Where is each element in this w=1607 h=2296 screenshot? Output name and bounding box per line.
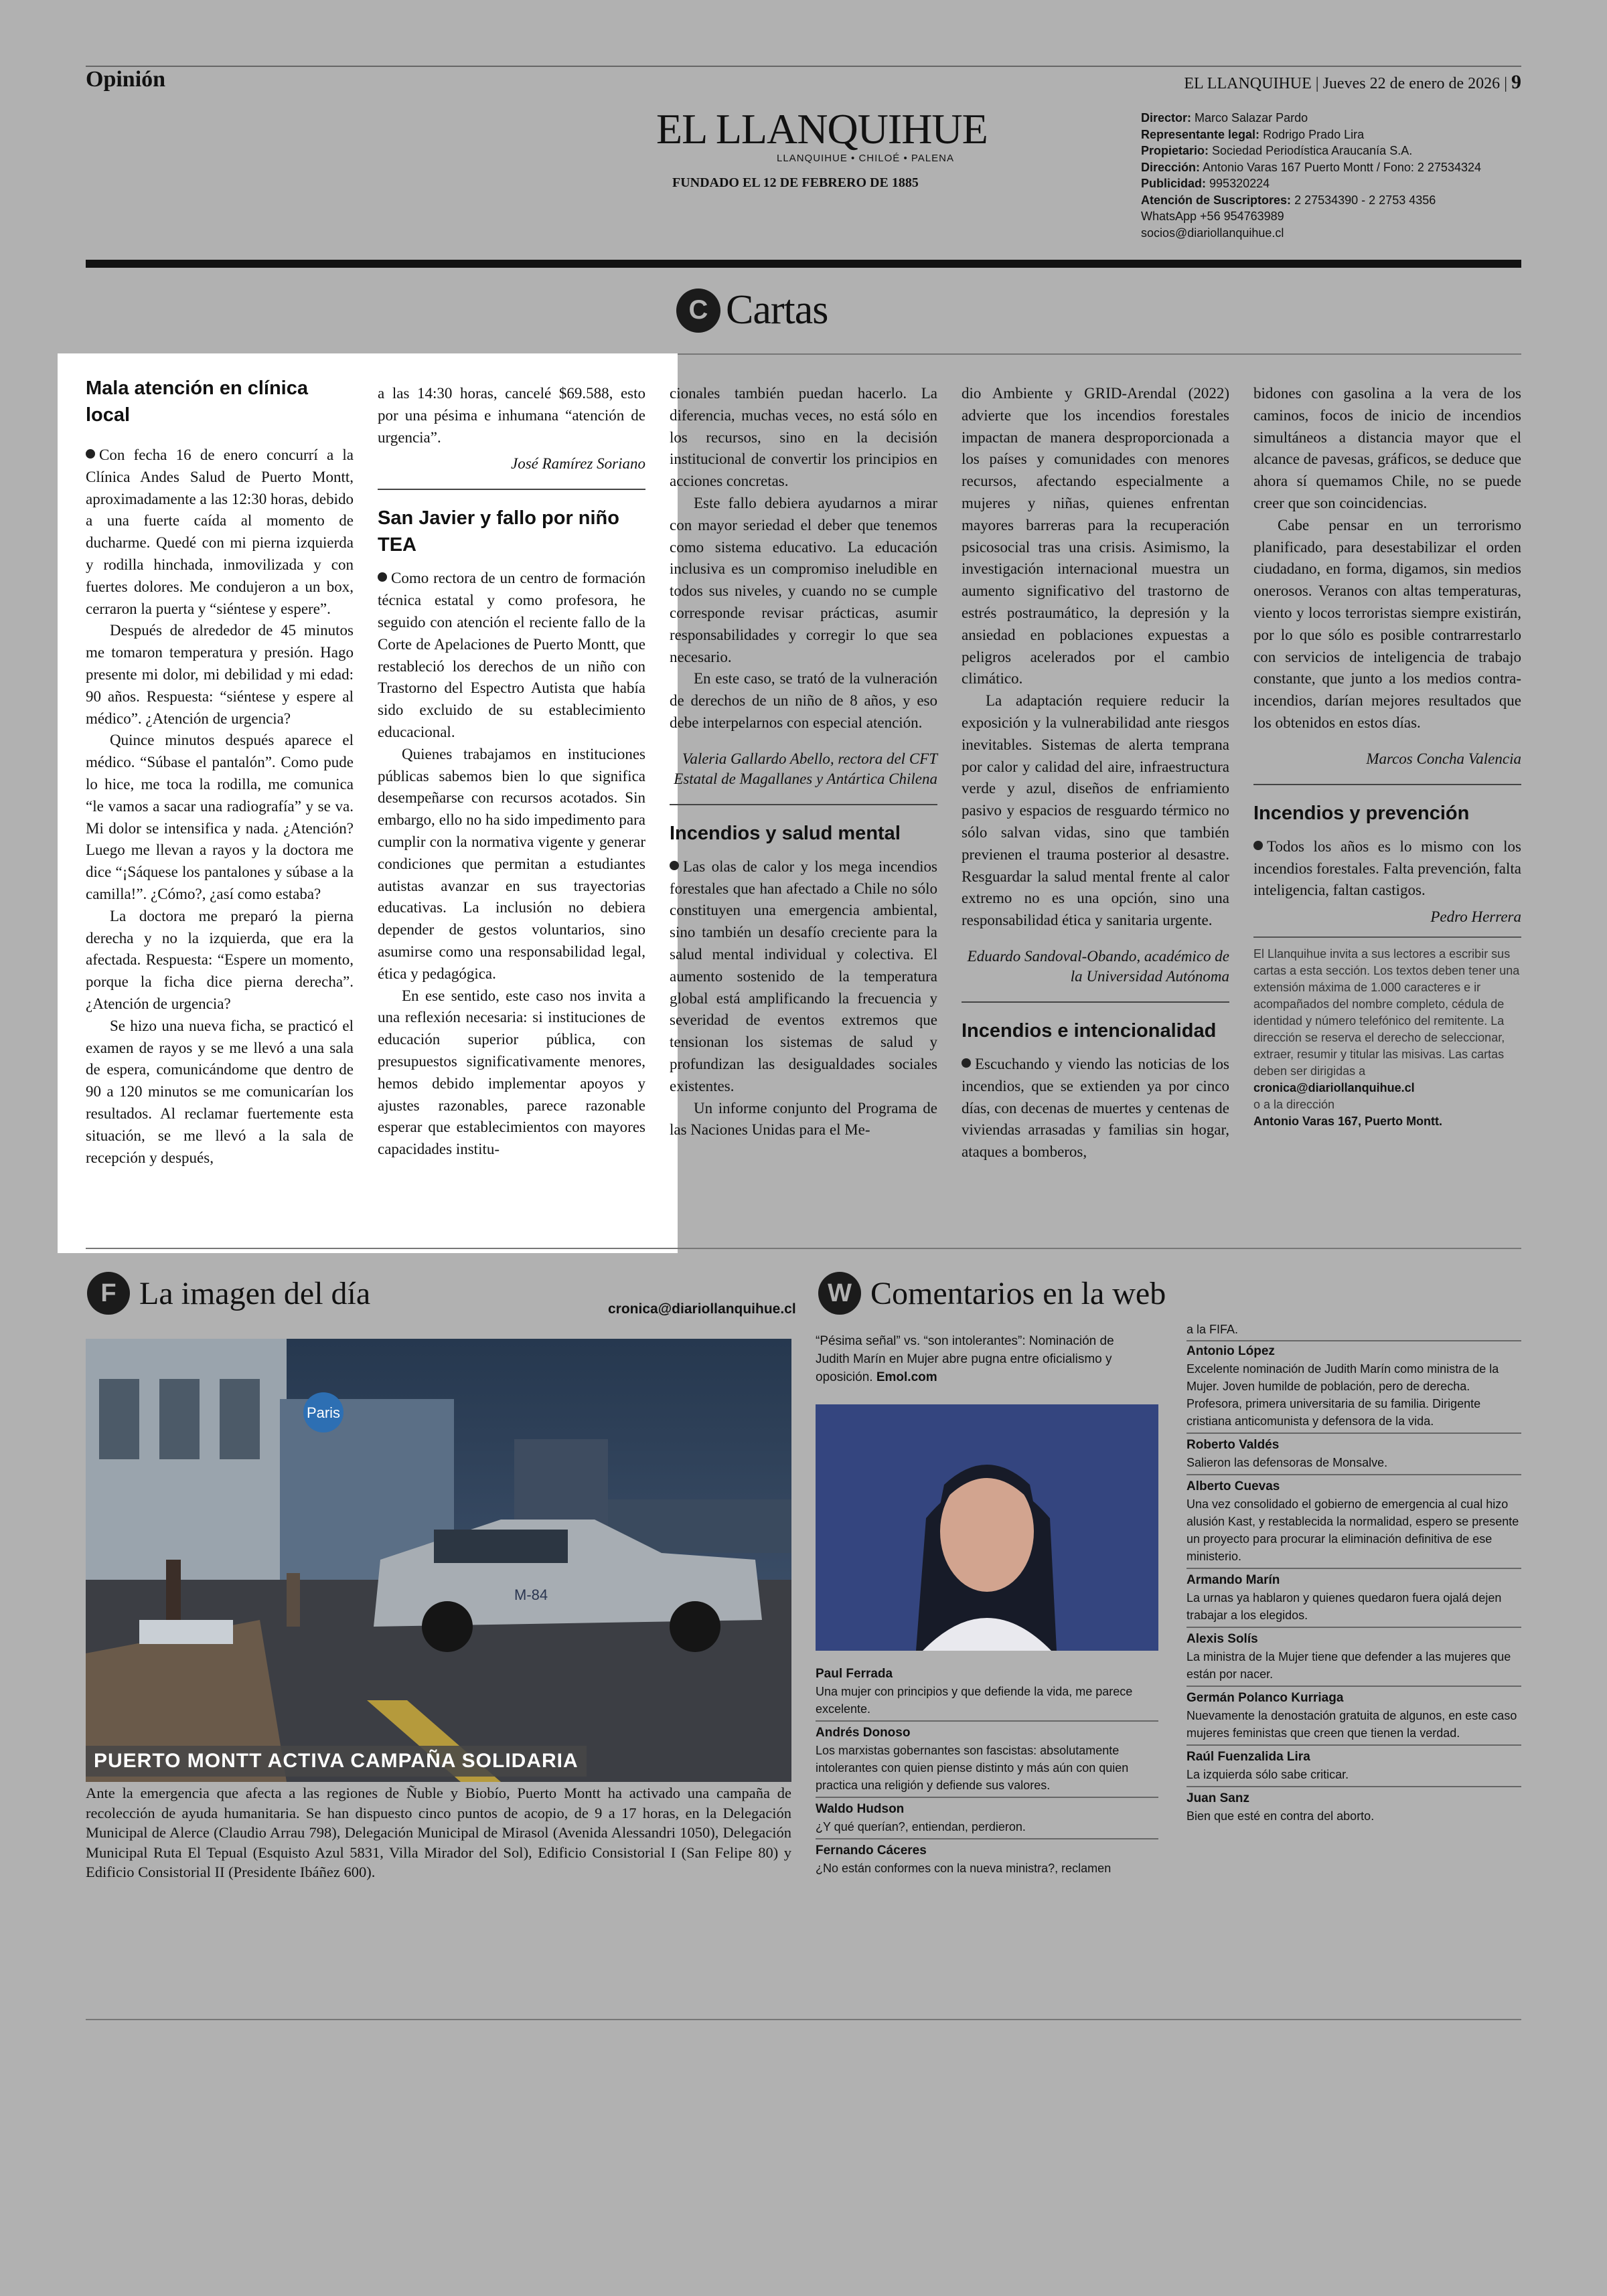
staff-value: Marco Salazar Pardo <box>1195 111 1308 125</box>
staff-label: Publicidad: <box>1141 177 1207 190</box>
masthead-subtitle: LLANQUIHUE • CHILOÉ • PALENA <box>777 153 954 164</box>
comment-author: Andrés Donoso <box>816 1726 911 1740</box>
letter-3-p3: dio Ambiente y GRID-Arendal (2022) advierte que los incendios forestales impactan de manera desproporcionada a los países y comunidades con menores recursos, afectando especialmente a mujeres y niñas, quienes enfrentan mayores barreras para la recuperación psicosocial tras una crisis. Asimismo, la investigación internacional muestra un aumento significativo del trastorno de estrés postraumático, la depresión y la ansiedad en poblaciones expuestas a peligros acelerados por el cambio climático. <box>962 385 1229 687</box>
bullet-icon <box>962 1058 971 1068</box>
staff-value: WhatsApp +56 954763989 <box>1141 210 1284 223</box>
staff-box <box>1141 110 1529 241</box>
column-4 <box>962 383 1229 1163</box>
web-heading <box>818 1272 1166 1315</box>
staff-row <box>1141 208 1529 225</box>
staff-label: Atención de Suscriptores: <box>1141 193 1292 207</box>
letter-3-p1: Las olas de calor y los mega incendios forestales que han afectado a Chile no sólo constituyen una emergencia ambiental, sino también un desafío creciente para la salud mental individual y colectiva. El aumento sostenido de la temperatura global está amplificando la frecuencia y severidad de eventos extremos que tensionan los sistemas de salud y profundizan las desigualdades sociales existentes. <box>670 857 937 1094</box>
divider <box>962 1001 1229 1003</box>
cartas-bottom-rule <box>86 1248 1521 1249</box>
comment-item <box>1187 1748 1521 1787</box>
comments-right <box>1187 1343 1521 1827</box>
staff-row <box>1141 110 1529 127</box>
divider <box>670 804 937 805</box>
cartas-heading <box>676 286 828 334</box>
comments-left <box>816 1665 1158 1880</box>
staff-label: Representante legal: <box>1141 127 1260 141</box>
staff-value: 995320224 <box>1209 177 1270 190</box>
comment-text: Una mujer con principios y que defiende la vida, me parece excelente. <box>816 1685 1133 1716</box>
staff-row <box>1141 143 1529 159</box>
folio-date: Jueves 22 de enero de 2026 <box>1322 75 1501 92</box>
letter-4-p1: Escuchando y viendo las noticias de los incendios, que se extienden ya por cinco días, con decenas de muertes y centenas de viviendas arrasadas y familias sin hogar, ataques a bomberos, <box>962 1055 1229 1161</box>
letter-5-title: Incendios y prevención <box>1253 802 1470 824</box>
comment-item <box>1187 1690 1521 1746</box>
letter-1-title: Mala atención en clínica local <box>86 378 308 426</box>
web-source[interactable]: Emol.com <box>876 1370 937 1384</box>
comment-item <box>816 1724 1158 1798</box>
comment-author: Paul Ferrada <box>816 1667 893 1681</box>
imagen-heading <box>87 1272 370 1315</box>
letter-2-p3: En ese sentido, este caso nos invita a una reflexión necesaria: si instituciones de educación superior pública, con presupuestos significativamente menores, hemos debido implementar apoyos y ajustes razonables, parece razonable esperar que establecimientos con mayores capacidades institu- <box>378 987 645 1158</box>
notice-address: Antonio Varas 167, Puerto Montt. <box>1253 1115 1443 1129</box>
imagen-title: La imagen del día <box>139 1275 371 1311</box>
staff-row <box>1141 225 1529 242</box>
staff-label: Director: <box>1141 111 1192 125</box>
letter-1-p4: La doctora me preparó la pierna derecha y no la izquierda, que era la afectada. Respuesta: “Espere un momento, porque la ficha dice pierna derecha”. ¿Atención de urgencia? <box>86 907 354 1012</box>
letter-4-signature: Marcos Concha Valencia <box>1366 750 1521 767</box>
letter-2-p2: Quienes trabajamos en instituciones públicas sabemos bien lo que significa desempeñarse con recursos acotados. Sin embargo, ello no ha sido impedimento para cumplir con la normativa vigente y generar condiciones que permitan a estudiantes autistas avanzar en sus trayectorias educativas. La inclusión no debiera depender de gestos voluntarios, sino asumirse como una responsabilidad legal, ética y pedagógica. <box>378 745 645 982</box>
letter-1-p2: Después de alrededor de 45 minutos me tomaron temperatura y presión. Hago presente mi dolor, mi debilidad y mi edad: 90 años. Respuesta: “siéntese y espere al médico”. ¿Atención de urgencia? <box>86 622 354 727</box>
letter-3-signature: Eduardo Sandoval-Obando, académico de la Universidad Autónoma <box>967 947 1229 985</box>
letter-5-p1: Todos los años es lo mismo con los incendios forestales. Falta prevención, falta inteligencia, faltan castigos. <box>1253 837 1521 899</box>
letter-2-title: San Javier y fallo por niño TEA <box>378 507 619 556</box>
comment-text: Una vez consolidado el gobierno de emergencia al cual hizo alusión Kast, y restablecida la normalidad, espero se presente un proyecto para procurar la eliminación definitiva de ese ministerio. <box>1187 1497 1519 1563</box>
divider <box>1253 784 1521 785</box>
comment-item <box>1187 1478 1521 1569</box>
notice-or: o a la dirección <box>1253 1098 1335 1112</box>
portrait-photo <box>816 1404 1158 1651</box>
bullet-icon <box>86 449 95 459</box>
letter-4-p3: Cabe pensar en un terrorismo planificado, para desestabilizar el orden ciudadano, en forma, digamos, sin medios onerosos. Veranos con altas temperaturas, viento y locos terroristas siempre existirán, por lo que sólo es posible contrarrestarlo con servicios de inteligencia de trabajo constante, que junto a los medios contra-incendios, darían mejores resultados que los obtenidos en estos días. <box>1253 516 1521 731</box>
staff-row <box>1141 159 1529 176</box>
comment-divider <box>816 1838 1158 1839</box>
comment-divider <box>1187 1568 1521 1569</box>
letter-1-signature: José Ramírez Soriano <box>510 455 645 473</box>
staff-value[interactable]: socios@diariollanquihue.cl <box>1141 226 1284 240</box>
staff-value: Sociedad Periodística Araucanía S.A. <box>1212 144 1413 157</box>
letter-1-p6: a las 14:30 horas, cancelé $69.588, esto por una pésima e inhumana “atención de urgencia”. <box>378 385 645 446</box>
comment-item <box>1187 1631 1521 1687</box>
comment-text: Bien que esté en contra del aborto. <box>1187 1809 1375 1823</box>
photo <box>86 1339 791 1782</box>
letter-2-signature: Valeria Gallardo Abello, rectora del CFT Estatal de Magallanes y Antártica Chilena <box>674 750 937 787</box>
top-rule <box>86 66 1521 67</box>
web-title: Comentarios en la web <box>870 1275 1166 1311</box>
letter-5-signature: Pedro Herrera <box>1430 908 1521 926</box>
comment-divider <box>1187 1432 1521 1434</box>
staff-label: Dirección: <box>1141 160 1201 174</box>
bullet-icon <box>670 861 679 870</box>
comment-divider <box>1187 1474 1521 1475</box>
letter-1-p1: Con fecha 16 de enero concurrí a la Clínica Andes Salud de Puerto Montt, aproximadamente a las 12:30 horas, debido a una fuerte caída al momento de ducharme. Quedé con mi pierna izquierda y rodilla hinchada, inmovilizada y con fuertes dolores. Me condujeron a un box, cerraron la puerta y “siéntese y espere”. <box>86 446 354 617</box>
comment-text: Nuevamente la denostación gratuita de algunos, en este caso mujeres feministas que creen que tienen la verdad. <box>1187 1709 1517 1740</box>
comment-text: La ministra de la Mujer tiene que defender a las mujeres que están por nacer. <box>1187 1650 1511 1681</box>
truck-label: M-84 <box>514 1586 548 1603</box>
staff-value: Rodrigo Prado Lira <box>1263 127 1365 141</box>
store-logo-text: Paris <box>306 1404 341 1421</box>
staff-value: Antonio Varas 167 Puerto Montt / Fono: 2 27534324 <box>1203 160 1481 174</box>
column-3 <box>670 383 937 1141</box>
comment-text: ¿Y qué querían?, entiendan, perdieron. <box>816 1820 1026 1833</box>
letter-2-p1: Como rectora de un centro de formación técnica estatal y como profesora, he seguido con atención el reciente fallo de la Corte de Apelaciones de Puerto Montt, que restableció los derechos de un niño con Trastorno del Espectro Autista que había sido excluido de su establecimiento educacional. <box>378 570 645 740</box>
letter-1-p5: Se hizo una nueva ficha, se practicó el examen de rayos y se me llevó a una sala de espera, comunicándome que dentro de 90 a 120 minutos se me comunicarían los resultados. Al reclamar fuertemente esta situación, se me llevó a la sala de recepción y después, <box>86 1017 354 1166</box>
letter-2-p4: cionales también puedan hacerlo. La diferencia, muchas veces, no está sólo en los recursos, sino en la decisión institucional de convertir los principios en acciones concretas. <box>670 385 937 490</box>
folio: EL LLANQUIHUE | Jueves 22 de enero de 2026 | 9 <box>1184 71 1521 93</box>
staff-row <box>1141 127 1529 143</box>
comment-author: Antonio López <box>1187 1344 1275 1358</box>
comment-text: Los marxistas gobernantes son fascistas: absolutamente intolerantes con quien piense distinto y más aún con quien practica una religión y defiende sus valores. <box>816 1744 1129 1792</box>
letter-2-p5: Este fallo debiera ayudarnos a mirar con mayor seriedad el deber que tenemos como sistema educativo. La educación inclusiva es un compromiso ineludible en todos sus niveles, y cuando no se cumple corresponde revisar prácticas, asumir responsabilidades y corregir lo que sea necesario. <box>670 494 937 665</box>
comment-text: La izquierda sólo sabe criticar. <box>1187 1768 1349 1781</box>
comment-item <box>816 1842 1158 1877</box>
section-label: Opinión <box>86 67 166 92</box>
header-thick-rule <box>86 260 1521 268</box>
comment-item <box>1187 1343 1521 1434</box>
page-bottom-rule <box>86 2019 1521 2020</box>
imagen-f-icon: F <box>87 1272 130 1315</box>
masthead: EL LLANQUIHUE <box>656 105 988 153</box>
letter-2-p6: En este caso, se trató de la vulneración de derechos de un niño de 8 años, y eso debe interpelarnos con especial atención. <box>670 670 937 731</box>
comment-divider <box>1187 1744 1521 1746</box>
divider <box>378 489 645 490</box>
photo-illustration <box>86 1339 791 1782</box>
comment-item <box>1187 1437 1521 1475</box>
cartas-title: Cartas <box>726 287 828 333</box>
comment-author: Raúl Fuenzalida Lira <box>1187 1750 1310 1764</box>
staff-label: Propietario: <box>1141 144 1209 157</box>
letter-3-title: Incendios y salud mental <box>670 822 901 844</box>
comment-item <box>816 1801 1158 1839</box>
comment-divider <box>816 1720 1158 1722</box>
comment-divider <box>1187 1686 1521 1687</box>
bullet-icon <box>378 572 387 582</box>
letters-notice: El Llanquihue invita a sus lectores a escribir sus cartas a esta sección. Los textos deben tener una extensión máxima de 1.000 caracteres e ir acompañados del nombre completo, cédula de identidad y número telefónico del remitente. La dirección se reserva el derecho de seleccionar, extraer, resumir y titular las misivas. Las cartas deben ser dirigidas a cronica@diariollanquihue.cl o a la dirección Antonio Varas 167, Puerto Montt. <box>1253 947 1520 1129</box>
web-intro: “Pésima señal” vs. “son intolerantes”: Nominación de Judith Marín en Mujer abre pugna entre oficialismo y oposición. Emol.com <box>816 1334 1114 1384</box>
comment-item <box>1187 1572 1521 1628</box>
photo-caption: Ante la emergencia que afecta a las regiones de Ñuble y Biobío, Puerto Montt ha activado una campaña de recolección de ayuda humanitaria. Se han dispuesto cinco puntos de acopio, de 9 a 17 horas, en la Delegación Municipal de Alerce (Claudio Arrau 798), Delegación Municipal de Mirasol (Avenida Alessandri 1050), Delegación Municipal Ruta El Tepual (Esquisto Azul 5831, Villa Mirador del Sol), Edificio Consistorial I (San Felipe 80) y Edificio Consistorial II (Presidente Ibáñez 600). <box>86 1785 791 1880</box>
comment-text: ¿No están conformes con la nueva ministra?, reclamen <box>816 1862 1112 1875</box>
portrait-illustration <box>816 1404 1158 1651</box>
letter-3-p2: Un informe conjunto del Programa de las Naciones Unidas para el Me- <box>670 1099 937 1139</box>
staff-row <box>1141 175 1529 192</box>
comment-divider <box>1187 1786 1521 1787</box>
comment-text: La urnas ya hablaron y quienes quedaron fuera ojalá dejen trabajar a los elegidos. <box>1187 1591 1502 1622</box>
comment-author: Roberto Valdés <box>1187 1438 1280 1452</box>
comment-item <box>1187 1790 1521 1825</box>
letter-1-p3: Quince minutos después aparece el médico. “Súbase el pantalón”. Como pude lo hice, me toca la rodilla, me comunica “le vamos a sacar una radiografía” y se va. Mi dolor se intensifica y nada. ¿Atención? Luego me llevan a rayos y la doctora me dice “¡Sáquese los pantalones y súbase a la camilla!”. ¿Cómo?, ¿así como estaba? <box>86 732 354 902</box>
comment-author: Juan Sanz <box>1187 1791 1249 1805</box>
comment-author: Fernando Cáceres <box>816 1843 927 1858</box>
comment-author: Alexis Solís <box>1187 1632 1258 1646</box>
comments-right-top: a la FIFA. <box>1187 1323 1239 1336</box>
bullet-icon <box>1253 841 1263 850</box>
folio-paper: EL LLANQUIHUE <box>1184 75 1312 92</box>
web-w-icon: W <box>818 1272 861 1315</box>
column-2 <box>378 383 645 1161</box>
column-1 <box>86 375 354 1169</box>
notice-email[interactable]: cronica@diariollanquihue.cl <box>1253 1081 1415 1095</box>
comment-author: Germán Polanco Kurriaga <box>1187 1691 1344 1705</box>
letter-3-p4: La adaptación requiere reducir la exposición y la vulnerabilidad ante riesgos inevitables. Sistemas de alerta temprana por calor y calidad del aire, infraestructura verde y azul, diseños de enfriamiento pasivo y espacios de resguardo térmico no sólo salvan vidas, sino que también previenen el trauma posterior al desastre. Resguardar la salud mental frente al calor extremo no es una opción, sino una responsabilidad ética y sanitaria urgente. <box>962 692 1229 929</box>
comment-author: Waldo Hudson <box>816 1802 905 1816</box>
cartas-c-icon: C <box>676 289 720 333</box>
comment-text: Salieron las defensoras de Monsalve. <box>1187 1456 1388 1469</box>
letter-4-title: Incendios e intencionalidad <box>962 1019 1217 1042</box>
comments-right-top-rule <box>1187 1340 1521 1341</box>
comment-divider <box>1187 1627 1521 1628</box>
divider <box>1253 936 1521 938</box>
comment-item <box>816 1665 1158 1722</box>
letter-4-p2: bidones con gasolina a la vera de los caminos, focos de inicio de incendios simultáneos a distancia mayor que el alcance de pavesas, gráficos, se deduce que ahora sí quemamos Chile, no se puede creer que son coincidencias. <box>1253 385 1521 511</box>
staff-value: 2 27534390 - 2 2753 4356 <box>1294 193 1436 207</box>
imagen-email[interactable]: cronica@diariollanquihue.cl <box>608 1301 796 1317</box>
column-5 <box>1253 383 1521 1130</box>
comment-author: Armando Marín <box>1187 1573 1280 1587</box>
staff-row <box>1141 192 1529 209</box>
page-number: 9 <box>1511 71 1521 93</box>
comment-divider <box>816 1797 1158 1798</box>
photo-caption-title: PUERTO MONTT ACTIVA CAMPAÑA SOLIDARIA <box>86 1746 587 1777</box>
comment-author: Alberto Cuevas <box>1187 1479 1280 1493</box>
comment-text: Excelente nominación de Judith Marín como ministra de la Mujer. Joven humilde de población, pero de derecha. Profesora, primera universitaria de su familia. Dirigente cristiana anticomunista y defensora de la vida. <box>1187 1362 1499 1428</box>
founded-line: FUNDADO EL 12 DE FEBRERO DE 1885 <box>672 175 919 190</box>
